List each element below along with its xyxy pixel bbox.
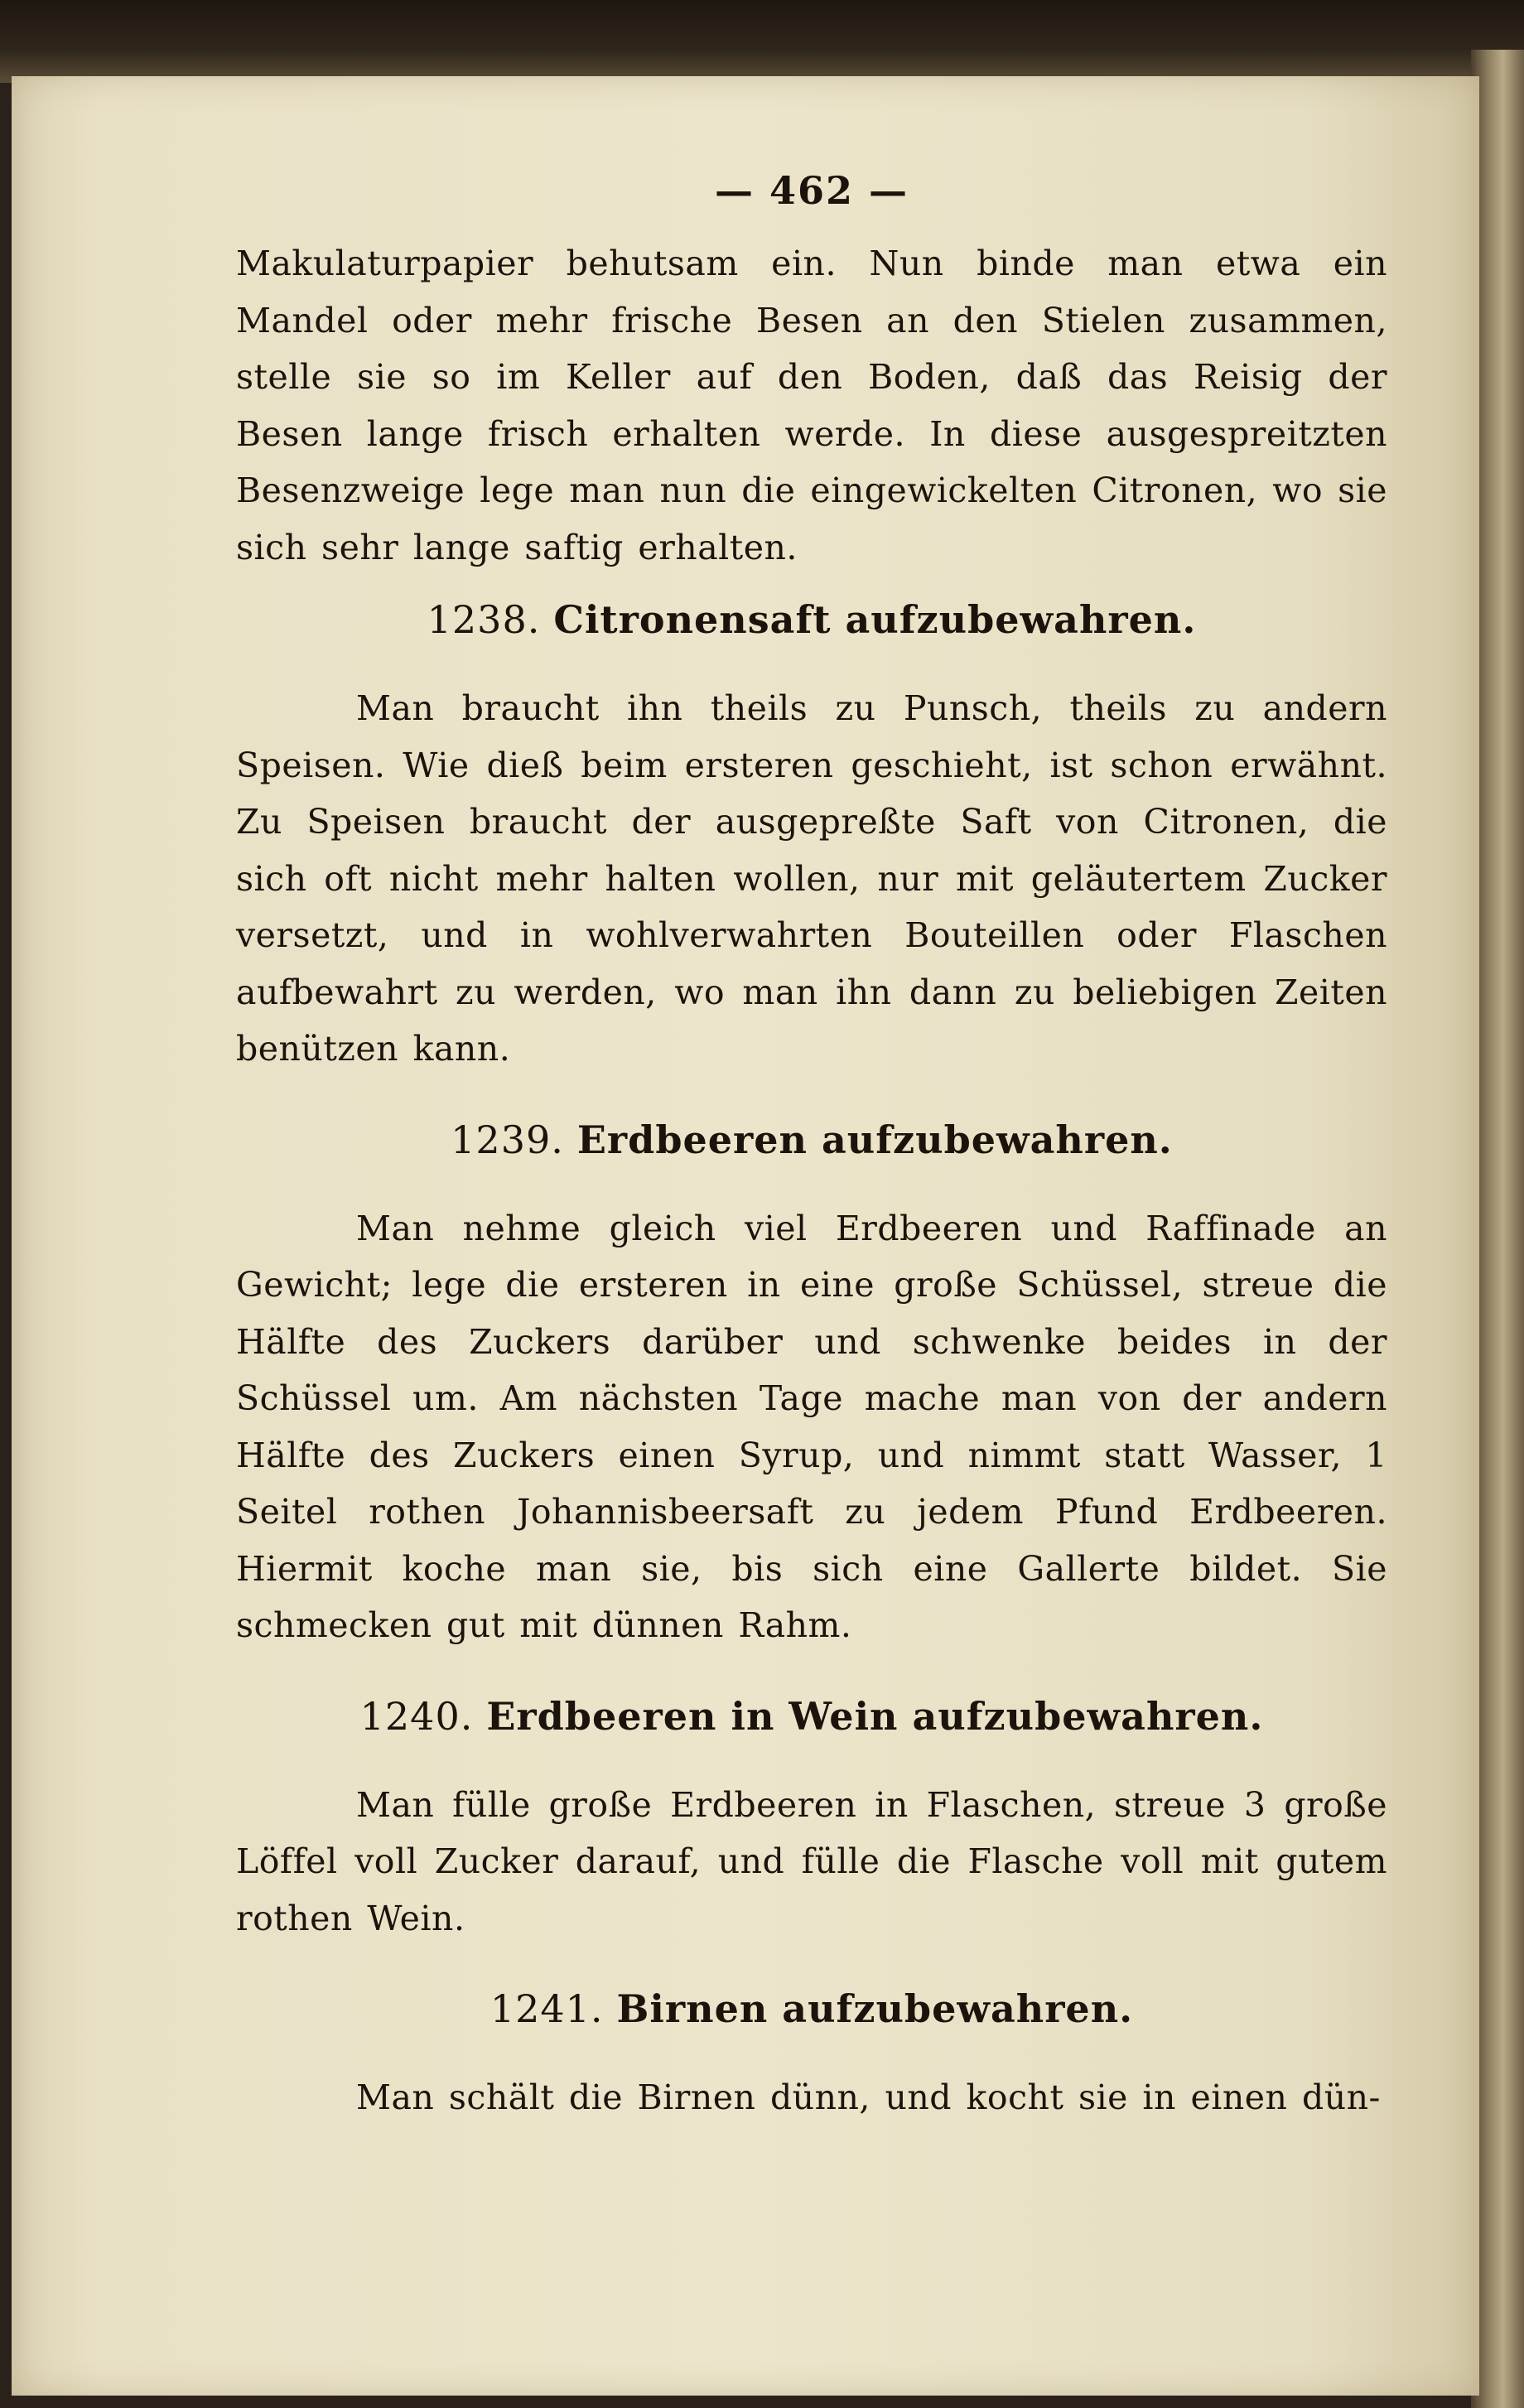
section-title: Erdbeeren in Wein aufzubewahren. [486, 1693, 1264, 1739]
section-heading [236, 591, 1387, 649]
text-block [236, 166, 1387, 2126]
section-number: 1241. [490, 1986, 604, 2031]
section-number: 1238. [427, 597, 541, 642]
section-title: Erdbeeren aufzubewahren. [576, 1117, 1173, 1162]
section-text: Man fülle große Erdbeeren in Flaschen, streue 3 große Löffel voll Zucker darauf, und fülle die Flasche voll mit gutem rothen Wein. [236, 1784, 1387, 1938]
section-title: Birnen aufzubewahren. [616, 1986, 1134, 2031]
section-1239 [236, 1111, 1387, 1654]
section-heading [236, 1687, 1387, 1745]
section-number: 1240. [359, 1693, 474, 1739]
scan-top-edge [0, 0, 1524, 83]
section-heading [236, 1111, 1387, 1169]
section-1240 [236, 1687, 1387, 1947]
section-1241 [236, 1980, 1387, 2126]
page-number: — 462 — [714, 168, 909, 213]
section-1238 [236, 591, 1387, 1078]
section-text: Man braucht ihn theils zu Punsch, theils zu andern Speisen. Wie dieß beim ersteren geschieht, ist schon erwähnt. Zu Speisen braucht der ausgepreßte Saft von Citronen, die sich oft nicht mehr halten wollen, nur mit geläutertem Zucker versetzt, und in wohlverwahrten Bouteillen oder Flaschen aufbewahrt zu werden, wo man ihn dann zu beliebigen Zeiten benützen kann. [236, 688, 1387, 1069]
section-text: Man schält die Birnen dünn, und kocht sie in einen dün- [356, 2077, 1381, 2117]
section-heading [236, 1980, 1387, 2038]
section-text: Man nehme gleich viel Erdbeeren und Raffinade an Gewicht; lege die ersteren in eine große Schüssel, streue die Hälfte des Zuckers darüber und schwenke beides in der Schüssel um. Am nächsten Tage mache man von der andern Hälfte des Zuckers einen Syrup, und nimmt statt Wasser, 1 Seitel rothen Johannisbeersaft zu jedem Pfund Erdbeeren. Hiermit koche man sie, bis sich eine Gallerte bildet. Sie schmecken gut mit dünnen Rahm. [236, 1208, 1387, 1645]
section-number: 1239. [451, 1117, 564, 1162]
section-title: Citronensaft aufzubewahren. [553, 597, 1197, 642]
intro-paragraph: Makulaturpapier behutsam ein. Nun binde man etwa ein Mandel oder mehr frische Besen an den Stielen zusammen, stelle sie so im Keller auf den Boden, daß das Reisig der Besen lange frisch erhalten werde. In diese ausgespreitzten Besenzweige lege man nun die eingewickelten Citronen, wo sie sich sehr lange saftig erhalten. [236, 244, 1387, 567]
